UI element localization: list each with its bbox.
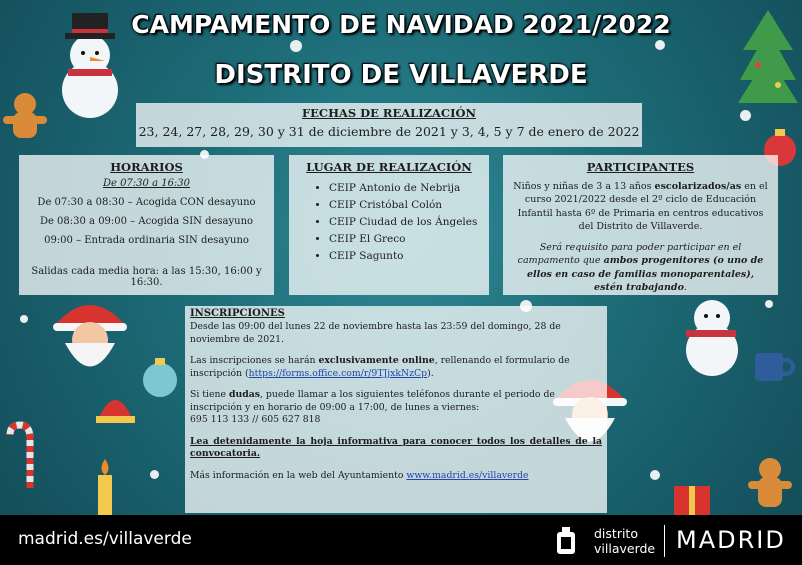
inscripciones-dudas: Si tiene dudas, puede llamar a los siguientes teléfonos durante el periodo de inscripción y en horario de 09:00 a 17:00, de lunes a viernes: 695 113 133 // 605 627 818 (190, 389, 555, 426)
footer (0, 515, 802, 565)
inscripciones-dates: Desde las 09:00 del lunes 22 de noviembre hasta las 23:59 del domingo, 28 de noviembre de 2021. (190, 321, 561, 345)
inscripciones-panel (185, 306, 607, 513)
ornament-icon (140, 355, 180, 400)
inscripciones-online: Las inscripciones se harán exclusivamente online, rellenando el formulario de inscripción (https://forms.office.com/r/9TJjxkNzCp). (190, 355, 570, 379)
dates-heading: FECHAS DE REALIZACIÓN (301, 106, 476, 120)
lugar-panel (289, 155, 489, 295)
form-link[interactable]: https://forms.office.com/r/9TJjxkNzCp (248, 367, 428, 379)
candy-cane-icon (5, 420, 40, 490)
snowman-right-icon (672, 290, 752, 380)
participantes-heading: PARTICIPANTES (586, 160, 695, 174)
list-item: • CEIP El Greco (329, 233, 489, 245)
participantes-panel (503, 155, 778, 295)
inscripciones-notice: Lea detenidamente la hoja informativa para conocer todos los detalles de la convocatoria. (190, 435, 602, 460)
district-label: distrito villaverde (594, 526, 656, 556)
inscripciones-more-info: Más información en la web del Ayuntamiento www.madrid.es/villaverde (190, 469, 529, 481)
madrid-logo: MADRID (676, 526, 786, 554)
dates-panel (136, 103, 642, 147)
participantes-requirement: Será requisito para poder participar en el campamento que ambos progenitores (o uno de ellos en caso de familias monoparentales), estén trabajando. (517, 242, 764, 294)
footer-divider (664, 525, 665, 557)
phone-numbers: 695 113 133 // 605 627 818 (190, 414, 321, 426)
inscripciones-heading: INSCRIPCIONES (190, 308, 285, 319)
santa-icon (45, 295, 135, 375)
participantes-text: Niños y niñas de 3 a 13 años escolarizados/as en el curso 2021/2022 desde el 2º ciclo de Educación Infantil hasta 6º de Primaria en centros educativos del Distrito de Villaverde. (513, 181, 768, 232)
list-item: • CEIP Antonio de Nebrija (329, 182, 489, 194)
school-list (289, 182, 489, 262)
list-item: • CEIP Ciudad de los Ángeles (329, 216, 489, 228)
lugar-heading: LUGAR DE REALIZACIÓN (306, 160, 472, 174)
page-subtitle: DISTRITO DE VILLAVERDE (214, 60, 588, 90)
horarios-range: De 07:30 a 16:30 (102, 178, 191, 189)
list-item: • CEIP Sagunto (329, 250, 489, 262)
list-item: • CEIP Cristóbal Colón (329, 199, 489, 211)
horarios-salidas: Salidas cada media hora: a las 15:30, 16:00 y 16:30. (31, 266, 262, 288)
ayuntamiento-link[interactable]: www.madrid.es/villaverde (406, 469, 529, 481)
horarios-row: De 07:30 a 08:30 – Acogida CON desayuno (37, 197, 256, 208)
madrid-crest-icon (556, 527, 576, 555)
gingerbread-bottom-icon (745, 455, 795, 515)
horarios-row: De 08:30 a 09:00 – Acogida SIN desayuno (39, 216, 254, 227)
hat-icon (93, 380, 138, 425)
gingerbread-icon (0, 90, 50, 150)
candle-icon (90, 455, 120, 515)
dates-text: 23, 24, 27, 28, 29, 30 y 31 de diciembre de 2021 y 3, 4, 5 y 7 de enero de 2022 (138, 124, 640, 139)
footer-url[interactable]: madrid.es/villaverde (18, 529, 192, 549)
horarios-panel (19, 155, 274, 295)
mug-icon (750, 345, 795, 385)
horarios-heading: HORARIOS (110, 160, 183, 174)
horarios-row: 09:00 – Entrada ordinaria SIN desayuno (44, 235, 249, 246)
gift-icon (670, 478, 715, 515)
page-title: CAMPAMENTO DE NAVIDAD 2021/2022 (131, 10, 671, 39)
